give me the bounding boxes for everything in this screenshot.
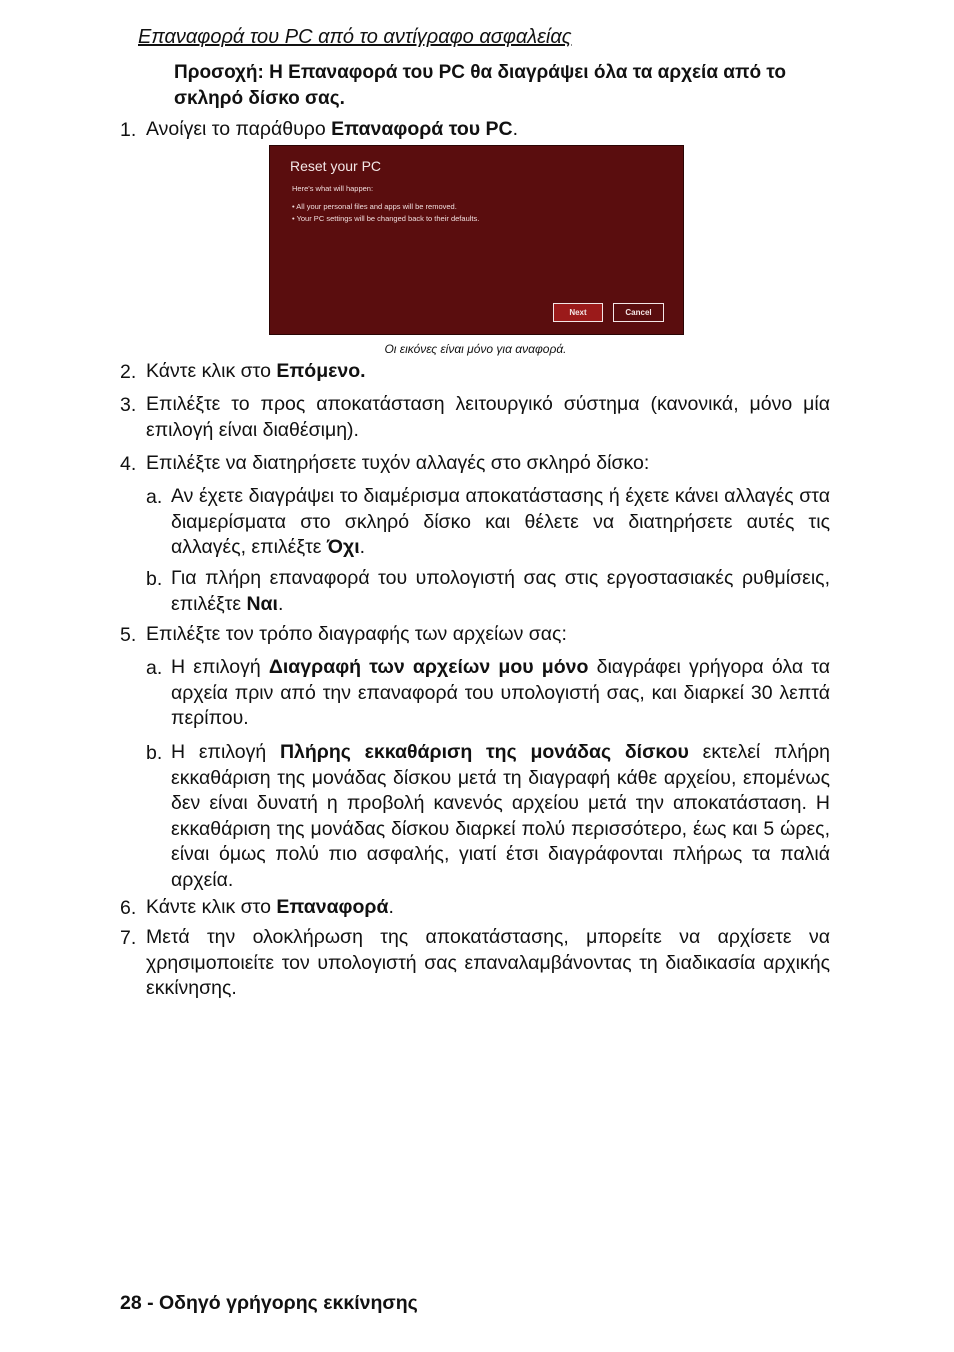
step-4a-post: . [359,536,366,558]
step-1-pre: Ανοίγει το παράθυρο [146,118,332,140]
step-5a-bold: Διαγραφή των αρχείων μου μόνο [268,656,589,678]
step-6-text [146,895,830,921]
step-4a-bold: Όχι [326,536,360,558]
step-4a-number: a. [146,486,163,508]
step-5b-bold: Πλήρης εκκαθάριση της μονάδας δίσκου [279,741,689,763]
step-6-bold: Επαναφορά [276,896,389,918]
step-1-text [146,117,830,143]
next-button[interactable]: Next [553,303,603,322]
step-2-pre: Κάντε κλικ στο [146,360,277,382]
step-1-number: 1. [120,119,137,141]
step-6-pre: Κάντε κλικ στο [146,896,277,918]
step-4a-text [171,484,830,561]
step-5a-number: a. [146,657,163,679]
step-5b-text [171,740,830,893]
section-title: Επαναφορά του PC από το αντίγραφο ασφαλείας [138,26,572,48]
reset-pc-screenshot [269,145,684,335]
reset-pc-bullet: • Your PC settings will be changed back to their defaults. [292,214,480,223]
step-4b-bold: Ναι [246,592,278,615]
step-1-post: . [512,118,519,140]
step-5b-pre: Η επιλογή [171,741,280,763]
reset-pc-title: Reset your PC [290,158,382,174]
image-caption: Οι εικόνες είναι μόνο για αναφορά. [384,342,567,356]
step-4b-number: b. [146,568,163,590]
step-5a-text [171,655,830,732]
page-footer: 28 - Οδηγό γρήγορης εκκίνησης [120,1292,418,1314]
step-2-text [146,359,830,385]
reset-pc-bullet: • All your personal files and apps will be removed. [292,202,457,211]
reset-pc-subtitle: Here's what will happen: [292,184,374,193]
step-1-bold: Επαναφορά του PC [331,118,513,140]
step-2-bold: Επόμενο. [276,360,366,382]
step-4b-pre: Για πλήρη επαναφορά του υπολογιστή σας στις εργοστασιακές ρυθμίσεις, επιλέξτε [171,567,830,615]
step-4b-text [171,566,830,617]
cancel-button[interactable]: Cancel [613,303,664,322]
step-5-number: 5. [120,624,137,646]
step-4-text: Επιλέξτε να διατηρήσετε τυχόν αλλαγές στο σκληρό δίσκο: [146,452,650,474]
warning-note: Προσοχή: Η Επαναφορά του PC θα διαγράψει όλα τα αρχεία από το σκληρό δίσκο σας. [174,62,786,109]
step-5a-post: διαγράφει γρήγορα όλα τα αρχεία πριν από την επαναφορά του υπολογιστή σας, και διαρκεί 30 λεπτά περίπου. [171,656,831,729]
step-7-number: 7. [120,927,137,949]
step-2-number: 2. [120,361,137,383]
step-4a-pre: Αν έχετε διαγράψει το διαμέρισμα αποκατάστασης ή έχετε κάνει αλλαγές στα διαμερίσματα στο σκληρό δίσκο και θέλετε να διατηρήσετε αυτές τις αλλαγές, επιλέξτε [171,485,830,558]
step-5b-post: εκτελεί πλήρη εκκαθάριση της μονάδας δίσκου μετά τη διαγραφή κάθε αρχείου, επομένως δεν είναι δυνατή η προβολή κανενός αρχείου μετά την αποκατάσταση. Η εκκαθάριση της μονάδας δίσκου διαρκεί πολύ περισσότερο, έως και 5 ώρες, είναι όμως πολύ πιο ασφαλής, γιατί έτσι διαγράφονται πλήρως τα παλιά αρχεία. [171,741,830,891]
step-6-post: . [388,896,394,918]
step-5-text: Επιλέξτε τον τρόπο διαγραφής των αρχείων σας: [146,623,567,645]
step-3-number: 3. [120,394,137,416]
step-5b-number: b. [146,742,163,764]
step-5a-pre: Η επιλογή [171,656,269,678]
step-4-number: 4. [120,453,137,475]
step-7-text: Μετά την ολοκλήρωση της αποκατάστασης, μπορείτε να αρχίσετε να χρησιμοποιείτε τον υπολογιστή σας επαναλαμβάνοντας τη διαδικασία αρχικής εκκίνησης. [146,926,830,999]
step-3-text: Επιλέξτε το προς αποκατάσταση λειτουργικό σύστημα (κανονικά, μόνο μία επιλογή είναι διαθέσιμη). [146,393,830,441]
step-6-number: 6. [120,897,137,919]
step-4b-post: . [277,592,284,615]
